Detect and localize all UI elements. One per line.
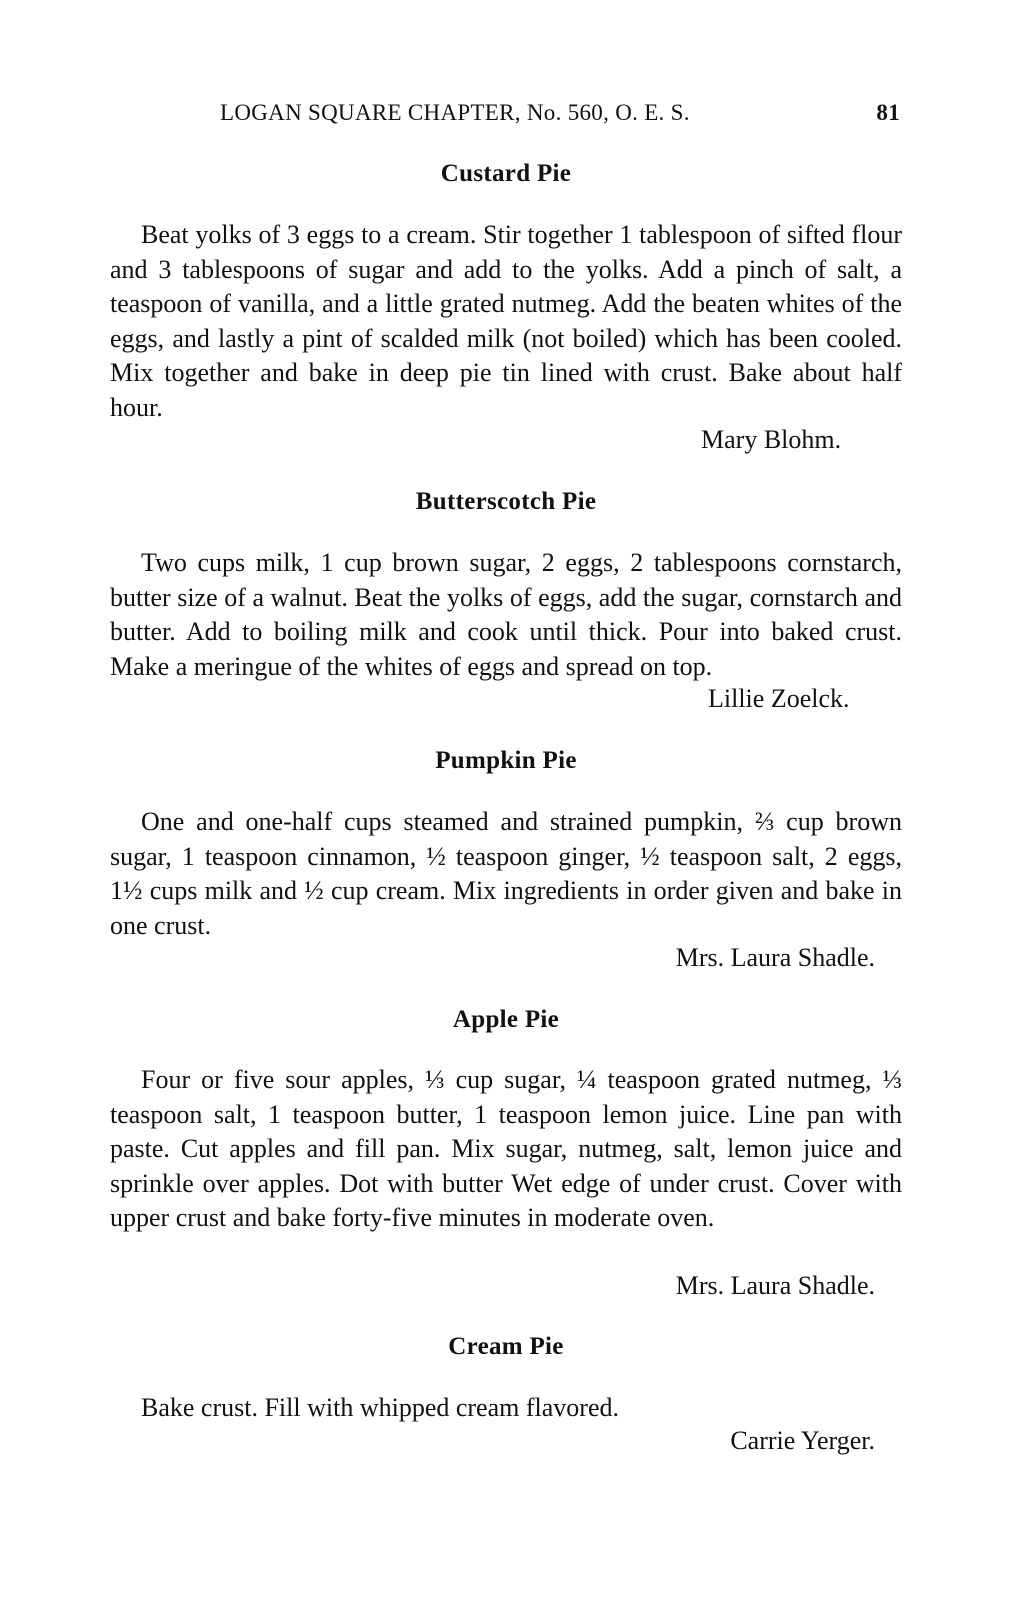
recipe-body-pumpkin-pie: One and one-half cups steamed and strained pumpkin, ⅔ cup brown sugar, 1 teaspoon cinnamon, ½ teaspoon ginger, ½ teaspoon salt, 2 eggs, 1½ cups milk and ½ cup cream. Mix ingredients in order given and bake in one crust. xyxy=(110,807,902,940)
recipe-author-cream-pie: Carrie Yerger. xyxy=(730,1426,875,1455)
recipe-body-cream-pie: Bake crust. Fill with whipped cream flavored. xyxy=(141,1393,619,1422)
recipe-title-apple-pie: Apple Pie xyxy=(452,1006,560,1033)
recipe-author-custard-pie: Mary Blohm. xyxy=(701,425,842,454)
recipe-title-butterscotch-pie: Butterscotch Pie xyxy=(415,488,597,515)
recipe-body-custard-pie: Beat yolks of 3 eggs to a cream. Stir together 1 tablespoon of sifted flour and 3 tablespoons of sugar and add to the yolks. Add a pinch of salt, a teaspoon of vanilla, and a little grated nutmeg. Add the beaten whites of the eggs, and lastly a pint of scalded milk (not boiled) which has been cooled. Mix together and bake in deep pie tin lined with crust. Bake about half hour. xyxy=(110,220,902,422)
recipe-body-butterscotch-pie: Two cups milk, 1 cup brown sugar, 2 eggs, 2 tablespoons cornstarch, butter size of a walnut. Beat the yolks of eggs, add the sugar, cornstarch and butter. Add to boiling milk and cook until thick. Pour into baked crust. Make a meringue of the whites of eggs and spread on top. xyxy=(110,548,902,681)
recipe-author-apple-pie: Mrs. Laura Shadle. xyxy=(675,1271,875,1300)
recipe-author-butterscotch-pie: Lillie Zoelck. xyxy=(708,684,850,713)
recipe-author-pumpkin-pie: Mrs. Laura Shadle. xyxy=(675,943,875,972)
recipe-title-cream-pie: Cream Pie xyxy=(448,1333,564,1360)
recipe-title-pumpkin-pie: Pumpkin Pie xyxy=(435,747,577,774)
recipe-title-custard-pie: Custard Pie xyxy=(440,160,572,187)
recipe-body-apple-pie: Four or five sour apples, ⅓ cup sugar, ¼ teaspoon grated nutmeg, ⅓ teaspoon salt, 1 teaspoon butter, 1 teaspoon lemon juice. Line pan with paste. Cut apples and fill pan. Mix sugar, nutmeg, salt, lemon juice and sprinkle over apples. Dot with butter Wet edge of under crust. Cover with upper crust and bake forty-five minutes in moderate oven. xyxy=(110,1065,902,1233)
running-head-title: LOGAN SQUARE CHAPTER, No. 560, O. E. S. xyxy=(220,100,690,125)
page-number: 81 xyxy=(876,100,900,125)
running-header xyxy=(220,100,900,126)
